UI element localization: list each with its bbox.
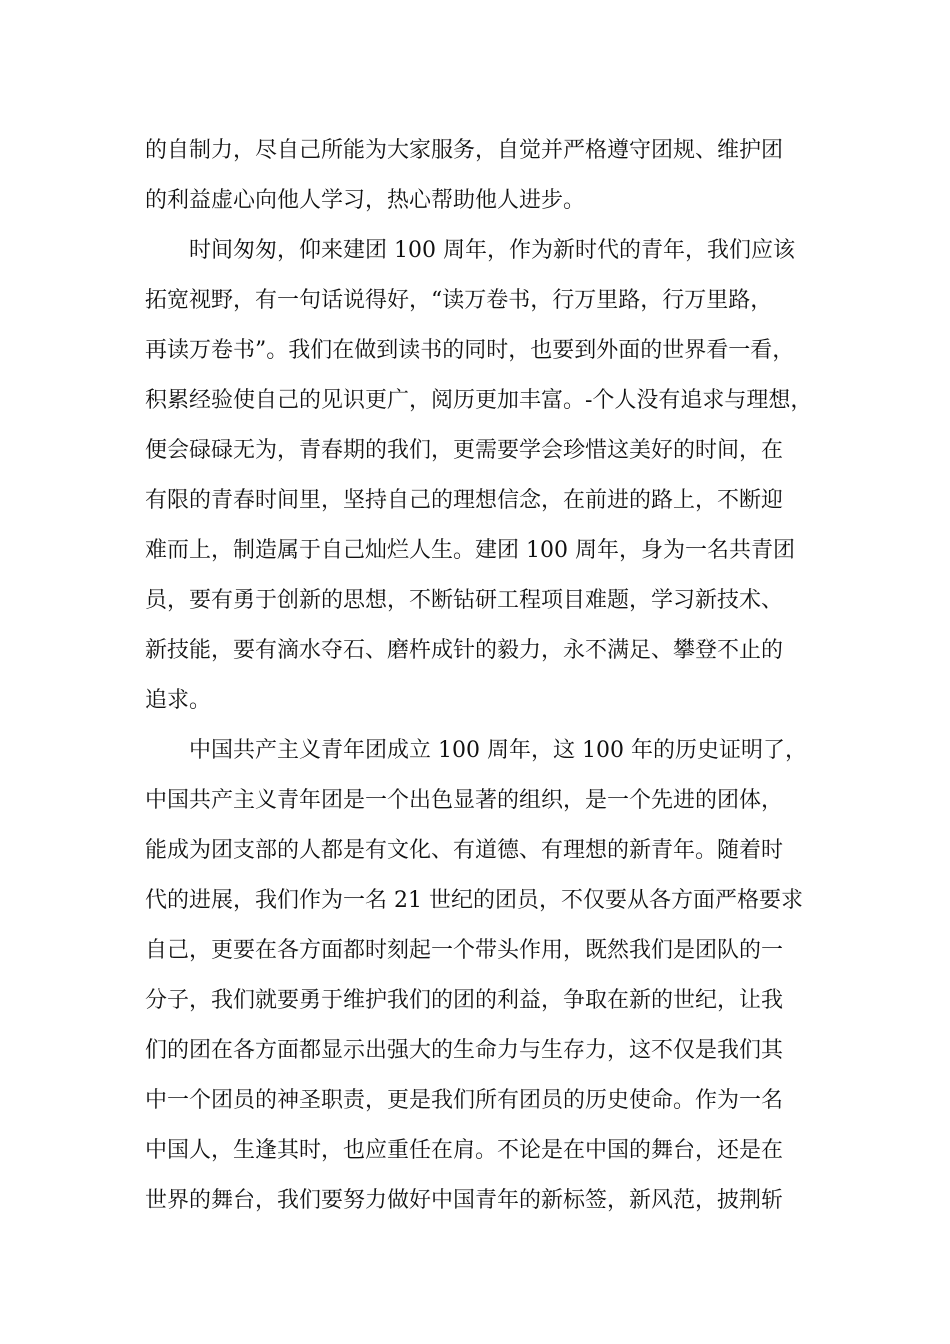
text-line: 中国人，生逢其时，也应重任在肩。不论是在中国的舞台，还是在: [145, 1138, 784, 1163]
text-line: 中一个团员的神圣职责，更是我们所有团员的历史使命。作为一名: [145, 1088, 784, 1113]
text-line: 中国共产主义青年团是一个出色显著的组织，是一个先进的团体，: [145, 788, 784, 813]
text-line: 能成为团支部的人都是有文化、有道德、有理想的新青年。随着时: [145, 838, 784, 863]
text-line: 代的进展，我们作为一名 21 世纪的团员，不仅要从各方面严格要求: [145, 888, 803, 913]
text-line: 新技能，要有滴水夺石、磨杵成针的毅力，永不满足、攀登不止的: [145, 638, 784, 663]
text-line: 的自制力，尽自己所能为大家服务，自觉并严格遵守团规、维护团: [145, 138, 784, 163]
text-line: 们的团在各方面都显示出强大的生命力与生存力，这不仅是我们其: [145, 1038, 784, 1063]
text-line: 有限的青春时间里，坚持自己的理想信念，在前进的路上，不断迎: [145, 488, 784, 513]
text-line: 自己，更要在各方面都时刻起一个带头作用，既然我们是团队的一: [145, 938, 784, 963]
paragraph-start-line: 时间匆匆，仰来建团 100 周年，作为新时代的青年，我们应该: [189, 238, 795, 263]
text-line: 积累经验使自己的见识更广，阅历更加丰富。-个人没有追求与理想，: [145, 388, 813, 413]
text-line: 的利益虚心向他人学习，热心帮助他人进步。: [145, 188, 586, 213]
text-line: 分子，我们就要勇于维护我们的团的利益，争取在新的世纪，让我: [145, 988, 784, 1013]
text-line: 员，要有勇于创新的思想，不断钻研工程项目难题，学习新技术、: [145, 588, 784, 613]
text-line: 世界的舞台，我们要努力做好中国青年的新标签，新风范，披荆斩: [145, 1188, 784, 1213]
text-line: 难而上，制造属于自己灿烂人生。建团 100 周年，身为一名共青团: [145, 538, 795, 563]
text-line: 便会碌碌无为，青春期的我们，更需要学会珍惜这美好的时间，在: [145, 438, 784, 463]
document-body: [145, 126, 825, 1226]
paragraph-start-line: 中国共产主义青年团成立 100 周年，这 100 年的历史证明了，: [189, 738, 807, 763]
text-line: 拓宽视野，有一句话说得好，“读万卷书，行万里路，行万里路，: [145, 288, 773, 313]
text-line: 追求。: [145, 688, 212, 713]
text-line: 再读万卷书”。我们在做到读书的同时，也要到外面的世界看一看，: [145, 338, 795, 363]
